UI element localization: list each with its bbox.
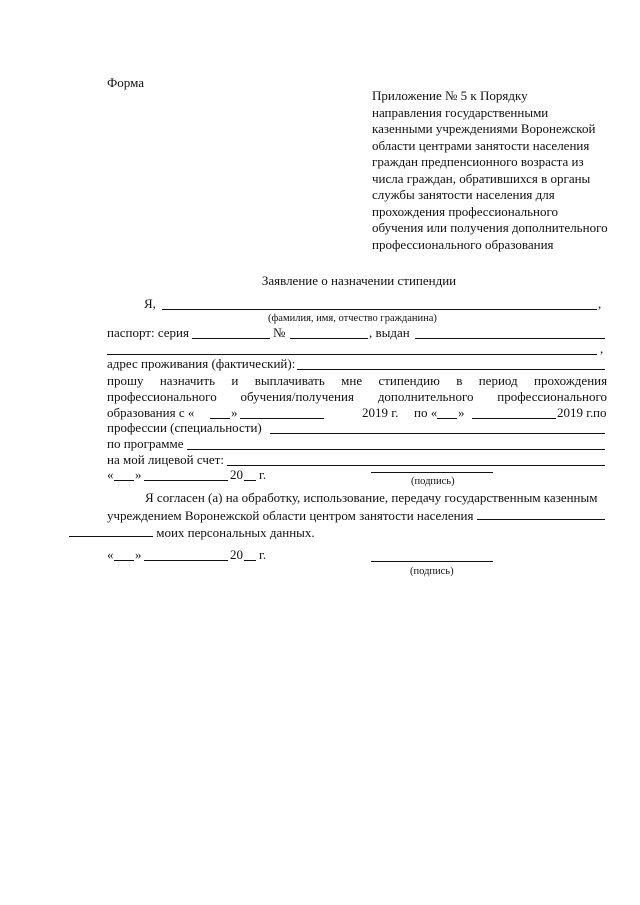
profession-field-line[interactable] (270, 433, 605, 434)
to-year: 2019 г. (557, 405, 594, 420)
from-day-line[interactable] (210, 418, 230, 419)
consent-center-line[interactable] (477, 507, 605, 520)
consent-tail: моих персональных данных. (156, 525, 315, 540)
signature-line[interactable] (371, 561, 493, 562)
training-word: профессионального (107, 389, 217, 404)
appendix-line: прохождения профессионального (372, 203, 559, 219)
to-day-line[interactable] (437, 418, 457, 419)
po-end: по (593, 405, 607, 420)
request-word: назначить (159, 373, 216, 388)
year-suffix-line[interactable] (244, 480, 256, 481)
year-suffix-line[interactable] (244, 560, 256, 561)
appendix-line: граждан предпенсионного возраста из (372, 154, 584, 169)
appendix-note (372, 88, 617, 253)
date-close-quote: » (135, 547, 142, 562)
year-prefix: 20 (230, 547, 243, 562)
signature-line[interactable] (371, 472, 493, 473)
account-field-line[interactable] (227, 465, 605, 466)
date-open-quote: « (107, 467, 114, 482)
address-label: адрес проживания (фактический): (107, 356, 296, 371)
request-word: стипендию (378, 373, 440, 388)
quote-close: » (458, 405, 465, 420)
training-word: профессионального (497, 389, 607, 404)
request-word: выплачивать (254, 373, 325, 388)
training-line (107, 389, 607, 405)
passport-issued-label: , выдан (369, 325, 410, 340)
from-month-line[interactable] (240, 418, 324, 419)
passport-issued-continued-line[interactable] (107, 354, 597, 355)
appendix-line: обучения или получения дополнительного (372, 220, 608, 235)
signature-caption: (подпись) (410, 566, 454, 577)
form-label: Форма (107, 75, 144, 90)
request-word: мне (341, 373, 363, 388)
quote-close: » (231, 405, 238, 420)
comma: , (600, 341, 604, 356)
date-day-line[interactable] (114, 560, 134, 561)
address-field-line[interactable] (297, 369, 605, 370)
profession-label: профессии (специальности) (107, 420, 262, 435)
appendix-line: числа граждан, обратившихся в органы (372, 170, 591, 186)
program-field-line[interactable] (187, 449, 605, 450)
consent-text: Я согласен (а) на обработку, использование, передачу государственным казенным учреждением Воронежской области центром занятости населения (107, 490, 598, 523)
passport-number-label: № (273, 325, 286, 340)
request-word: прохождения (534, 373, 608, 388)
request-line (107, 373, 607, 389)
consent-center-line-continued[interactable] (69, 524, 153, 537)
request-word: и (231, 373, 239, 388)
training-word: обучения/получения (240, 389, 354, 404)
request-word: прошу (107, 373, 144, 388)
appendix-line: профессионального образования (372, 236, 554, 252)
appendix-line: направления государственными (372, 104, 549, 120)
year-prefix: 20 (230, 467, 243, 482)
to-month-line[interactable] (472, 418, 556, 419)
passport-series-line[interactable] (192, 338, 270, 339)
request-word: период (478, 373, 518, 388)
passport-issued-line[interactable] (415, 338, 605, 339)
from-year: 2019 г. (362, 405, 399, 420)
year-unit: г. (259, 547, 267, 562)
account-label: на мой лицевой счет: (107, 452, 224, 467)
date-month-line[interactable] (144, 560, 228, 561)
fio-field-line[interactable] (162, 309, 597, 310)
fio-caption: (фамилия, имя, отчество гражданина) (268, 313, 437, 324)
appendix-line: области центрами занятости населения (372, 137, 590, 153)
education-from-label: образования с « (107, 405, 195, 420)
training-word: дополнительного (377, 389, 474, 404)
date-month-line[interactable] (144, 480, 228, 481)
consent-paragraph (107, 490, 607, 542)
comma: , (598, 296, 602, 311)
year-unit: г. (259, 467, 267, 482)
ya-label: Я, (144, 296, 156, 311)
appendix-line: казенными учреждениями Воронежской (372, 121, 596, 136)
date-close-quote: » (135, 467, 142, 482)
appendix-line: службы занятости населения для (372, 187, 555, 202)
date-open-quote: « (107, 547, 114, 562)
signature-caption: (подпись) (411, 476, 455, 487)
request-word: в (456, 373, 463, 388)
passport-number-line[interactable] (290, 338, 368, 339)
po-label: по « (414, 405, 438, 420)
passport-label: паспорт: серия (107, 325, 189, 340)
document-title: Заявление о назначении стипендии (261, 273, 457, 288)
appendix-line: Приложение № 5 к Порядку (372, 88, 528, 103)
program-label: по программе (107, 436, 184, 451)
date-day-line[interactable] (114, 480, 134, 481)
